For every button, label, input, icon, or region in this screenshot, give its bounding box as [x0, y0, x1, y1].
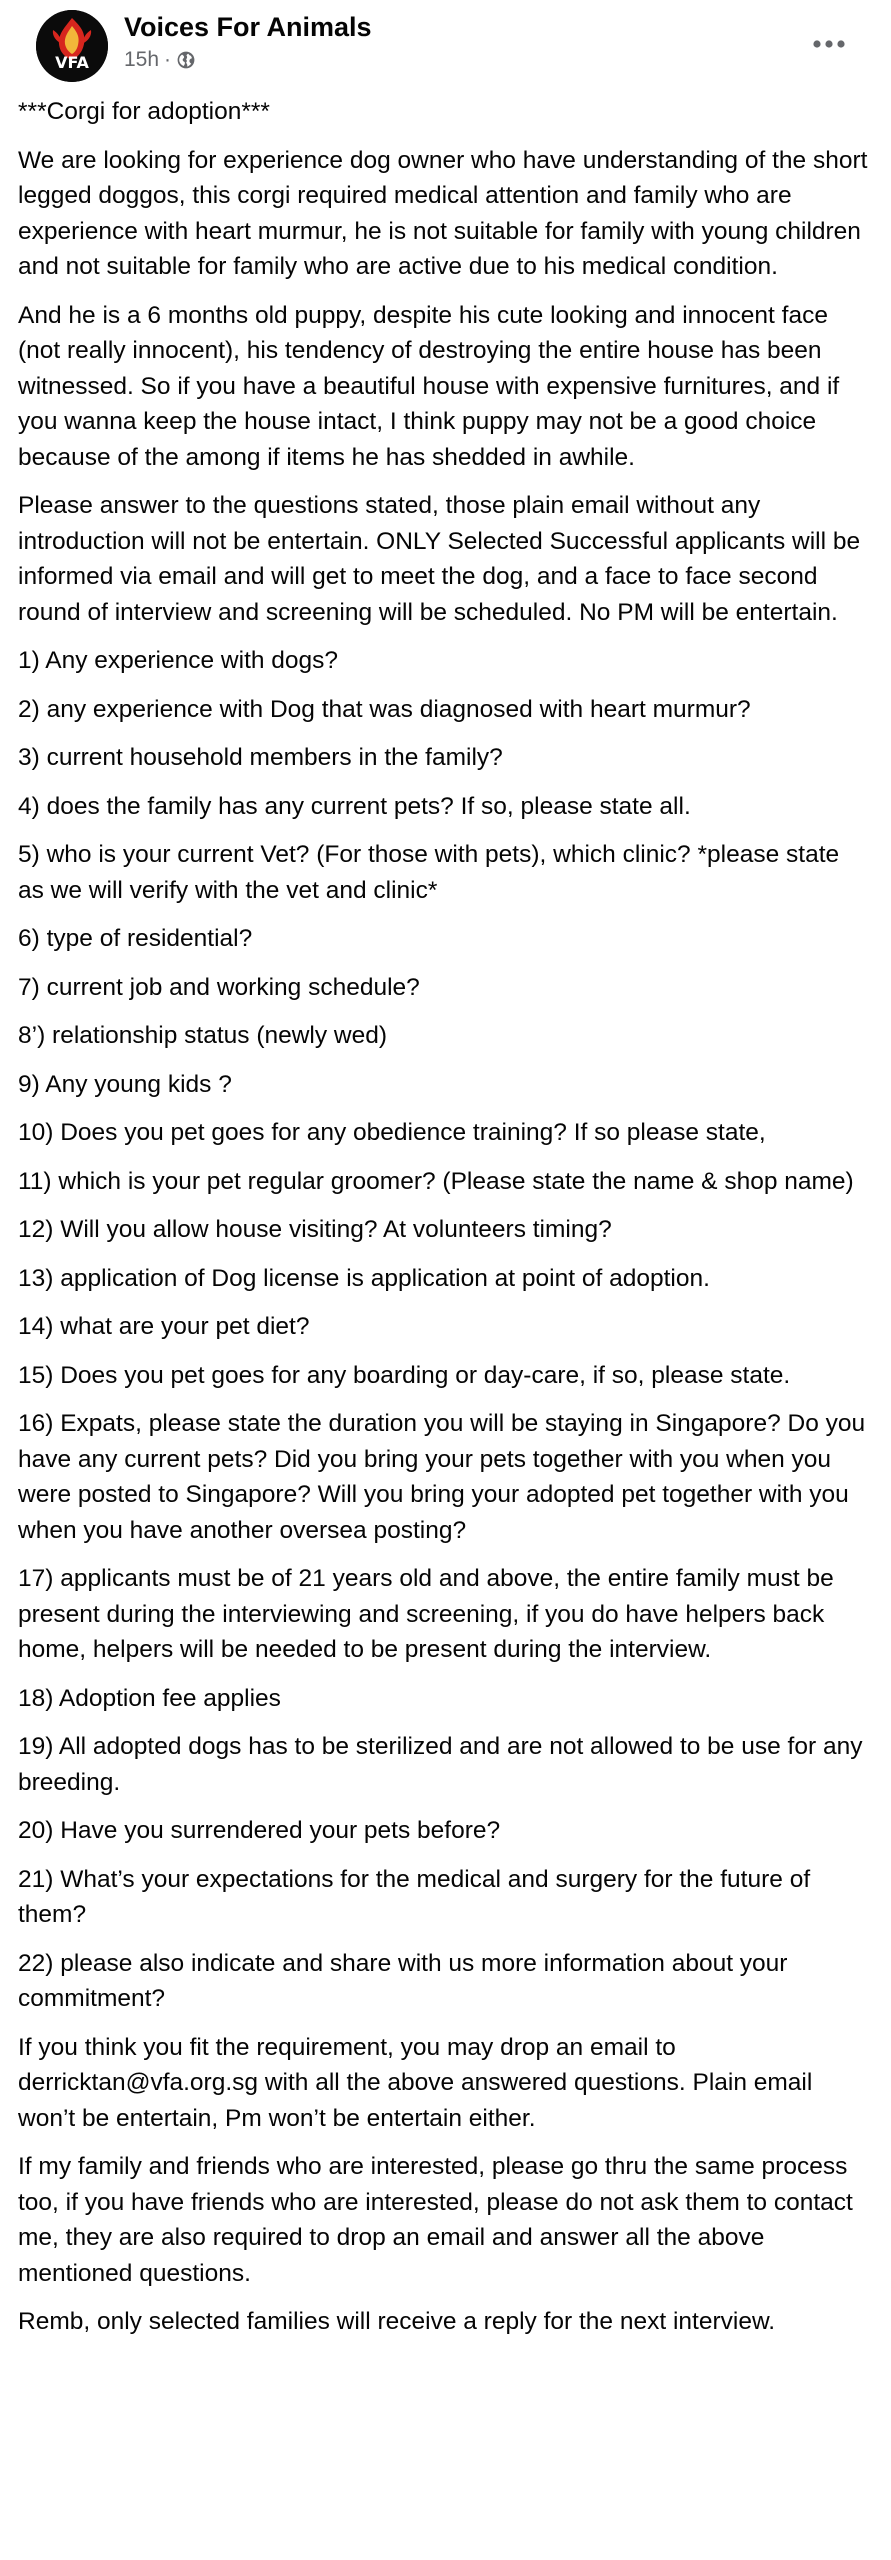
post-closing-paragraph: Remb, only selected families will receive a reply for the next interview. — [18, 2308, 776, 2335]
question-item: 13) application of Dog license is application at point of adoption. — [18, 1264, 710, 1292]
question-item: 6) type of residential? — [18, 925, 253, 952]
post-paragraph: We are looking for experience dog owner who have understanding of the short legged doggos, this corgi required medical attention and family who are experience with heart murmur, he is not suitable for family with young children and not suitable for family who are active due to his medical condition. — [18, 146, 868, 280]
vfa-logo-icon — [36, 10, 108, 82]
avatar-text: VFA — [55, 53, 89, 72]
question-item: 17) applicants must be of 21 years old and above, the entire family must be present during the interviewing and screening, if you do have helpers back home, helpers will be needed to be present during the interview. — [18, 1565, 834, 1663]
post-paragraph: And he is a 6 months old puppy, despite his cute looking and innocent face (not really innocent), his tendency of destroying the entire house has been witnessed. So if you have a beautiful house with expensive furnitures, and if you wanna keep the house intact, I think puppy may not be a good choice because of the among if items he has shedded in awhile. — [18, 301, 840, 471]
question-item: 22) please also indicate and share with us more information about your commitment? — [18, 1949, 788, 2012]
post-closing-paragraph: If you think you fit the requirement, you may drop an email to derricktan@vfa.org.sg with all the above answered questions. Plain email won’t be entertain, Pm won’t be entertain either. — [18, 2033, 813, 2132]
post-closing-paragraph: If my family and friends who are interested, please go thru the same process too, if you have friends who are interested, please do not ask them to contact me, they are also required to drop an email and answer all the above mentioned questions. — [18, 2153, 853, 2287]
more-options-icon — [812, 39, 846, 49]
post-meta — [124, 48, 196, 72]
post-time[interactable]: 15h — [124, 48, 160, 71]
post-title-line: ***Corgi for adoption*** — [18, 98, 270, 125]
question-item: 10) Does you pet goes for any obedience training? If so please state, — [18, 1119, 766, 1146]
question-item: 20) Have you surrendered your pets before? — [18, 1817, 501, 1844]
question-item: 4) does the family has any current pets? If so, please state all. — [18, 792, 691, 820]
post-paragraph: Please answer to the questions stated, those plain email without any introduction will not be entertain. ONLY Selected Successful applicants will be informed via email and will get to meet the dog, and a face to face second round of interview and screening will be scheduled. No PM will be entertain. — [18, 492, 861, 626]
meta-separator: · — [164, 48, 172, 71]
question-item: 7) current job and working schedule? — [18, 973, 420, 1001]
question-item: 9) Any young kids ? — [18, 1070, 232, 1098]
more-options-button[interactable] — [805, 20, 853, 68]
question-item: 15) Does you pet goes for any boarding or day-care, if so, please state. — [18, 1361, 791, 1389]
post-header — [18, 0, 873, 92]
page-name[interactable]: Voices For Animals — [124, 12, 372, 42]
question-item: 2) any experience with Dog that was diagnosed with heart murmur? — [18, 695, 751, 723]
question-item: 5) who is your current Vet? (For those with pets), which clinic? *please state as we will verify with the vet and clinic* — [18, 841, 840, 904]
question-item: 11) which is your pet regular groomer? (Please state the name & shop name) — [18, 1167, 854, 1195]
question-item: 12) Will you allow house visiting? At volunteers timing? — [18, 1216, 612, 1243]
question-item: 8’) relationship status (newly wed) — [18, 1022, 388, 1049]
question-item: 14) what are your pet diet? — [18, 1313, 310, 1340]
question-item: 21) What’s your expectations for the medical and surgery for the future of them? — [18, 1865, 811, 1928]
page-avatar[interactable] — [36, 10, 108, 82]
globe-icon — [176, 50, 196, 70]
question-item: 18) Adoption fee applies — [18, 1684, 281, 1712]
post-body — [18, 94, 869, 2353]
question-item: 3) current household members in the family? — [18, 744, 503, 771]
question-item: 19) All adopted dogs has to be sterilized and are not allowed to be use for any breeding. — [18, 1733, 863, 1796]
question-item: 1) Any experience with dogs? — [18, 647, 339, 674]
question-item: 16) Expats, please state the duration you will be staying in Singapore? Do you have any current pets? Did you bring your pets together with you when you were posted to Singapore? Will you bring your adopted pet together with you when you have another oversea posting? — [18, 1410, 866, 1544]
